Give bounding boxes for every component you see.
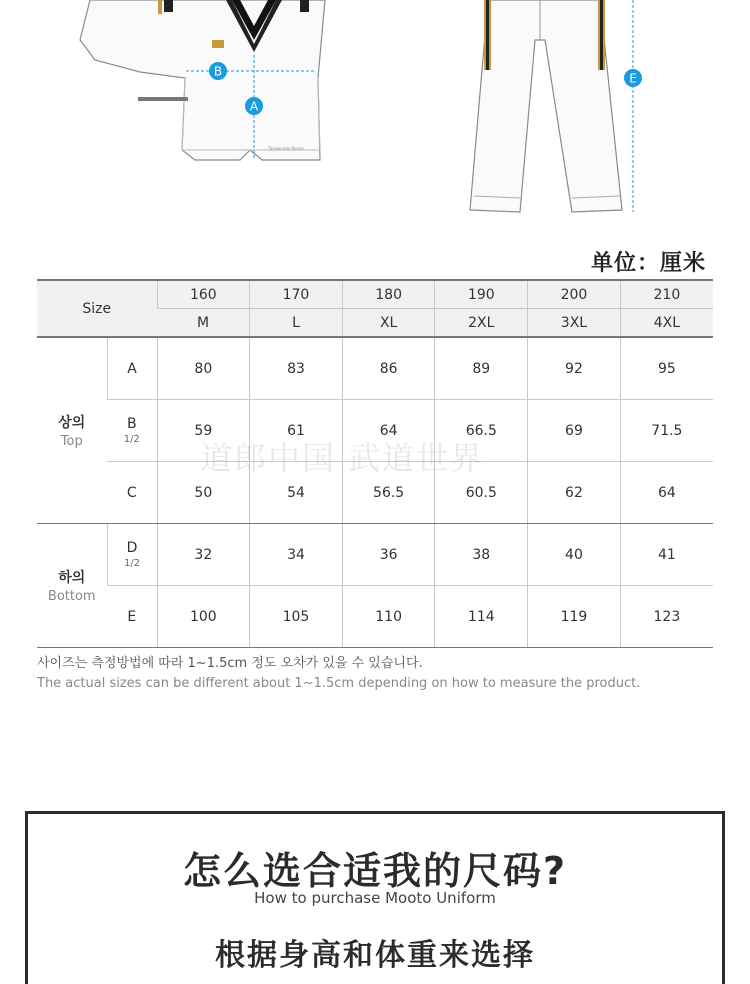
height-210: 210	[620, 280, 713, 309]
cell: 40	[528, 524, 621, 586]
cell: 83	[250, 337, 343, 400]
marker-e-label: E	[629, 71, 637, 86]
note-english: The actual sizes can be different about 1~1.5cm depending on how to measure the product.	[37, 676, 641, 691]
height-190: 190	[435, 280, 528, 309]
cell: 123	[620, 586, 713, 648]
jacket-drawing	[80, 0, 325, 160]
cell: 66.5	[435, 400, 528, 462]
cell: 71.5	[620, 400, 713, 462]
row-key-e: E	[107, 586, 157, 648]
cell: 105	[250, 586, 343, 648]
half-note: 1/2	[123, 558, 141, 569]
marker-b	[209, 62, 227, 80]
guide-subtitle: How to purchase Mooto Uniform	[254, 889, 496, 907]
marker-a-label: A	[249, 99, 259, 114]
row-key-b: B 1/2	[107, 400, 157, 462]
group-top-name: 상의	[58, 415, 86, 431]
table-row-e	[37, 586, 713, 648]
size-header: Size	[37, 280, 157, 337]
cell: 64	[342, 400, 435, 462]
row-key-a: A	[107, 337, 157, 400]
cell: 34	[250, 524, 343, 586]
label-xl: XL	[342, 309, 435, 338]
cell: 64	[620, 462, 713, 524]
height-170: 170	[250, 280, 343, 309]
group-bottom-name: 하의	[58, 570, 86, 586]
height-200: 200	[528, 280, 621, 309]
uniform-illustration	[0, 0, 750, 225]
cell: 32	[157, 524, 250, 586]
marker-b-label: B	[213, 64, 223, 79]
label-3xl: 3XL	[528, 309, 621, 338]
label-m: M	[157, 309, 250, 338]
cell: 38	[435, 524, 528, 586]
marker-a	[245, 97, 263, 115]
table-row-a	[37, 337, 713, 400]
cell: 41	[620, 524, 713, 586]
svg-text:Taekwondo Mooto: Taekwondo Mooto	[268, 146, 304, 151]
guide-heading: 根据身高和体重来选择	[215, 938, 535, 973]
cell: 86	[342, 337, 435, 400]
cell: 50	[157, 462, 250, 524]
cell: 36	[342, 524, 435, 586]
cell: 119	[528, 586, 621, 648]
group-top-sub: Top	[60, 434, 83, 449]
row-key-d: D 1/2	[107, 524, 157, 586]
marker-e	[624, 69, 642, 87]
label-2xl: 2XL	[435, 309, 528, 338]
row-key-c: C	[107, 462, 157, 524]
cell: 89	[435, 337, 528, 400]
cell: 69	[528, 400, 621, 462]
cell: 114	[435, 586, 528, 648]
cell: 110	[342, 586, 435, 648]
pants-drawing	[470, 0, 633, 212]
height-180: 180	[342, 280, 435, 309]
label-4xl: 4XL	[620, 309, 713, 338]
cell: 80	[157, 337, 250, 400]
cell: 56.5	[342, 462, 435, 524]
cell: 54	[250, 462, 343, 524]
height-header-row	[37, 280, 713, 309]
cell: 100	[157, 586, 250, 648]
half-note: 1/2	[123, 434, 140, 445]
unit-label: 单位：厘米	[590, 251, 706, 276]
height-160: 160	[157, 280, 250, 309]
cell: 60.5	[435, 462, 528, 524]
note-korean: 사이즈는 측정방법에 따라 1~1.5cm 정도 오차가 있을 수 있습니다.	[37, 656, 423, 671]
cell: 62	[528, 462, 621, 524]
watermark: 道郎中国 武道世界	[200, 439, 485, 477]
cell: 95	[620, 337, 713, 400]
purchase-guide-box	[25, 811, 725, 984]
guide-title: 怎么选合适我的尺码?	[182, 849, 568, 893]
cell: 92	[528, 337, 621, 400]
group-bottom	[37, 524, 107, 648]
label-l: L	[250, 309, 343, 338]
table-row-d	[37, 524, 713, 586]
group-bottom-sub: Bottom	[47, 589, 96, 604]
group-top	[37, 337, 107, 524]
cell: 59	[157, 400, 250, 462]
cell: 61	[250, 400, 343, 462]
